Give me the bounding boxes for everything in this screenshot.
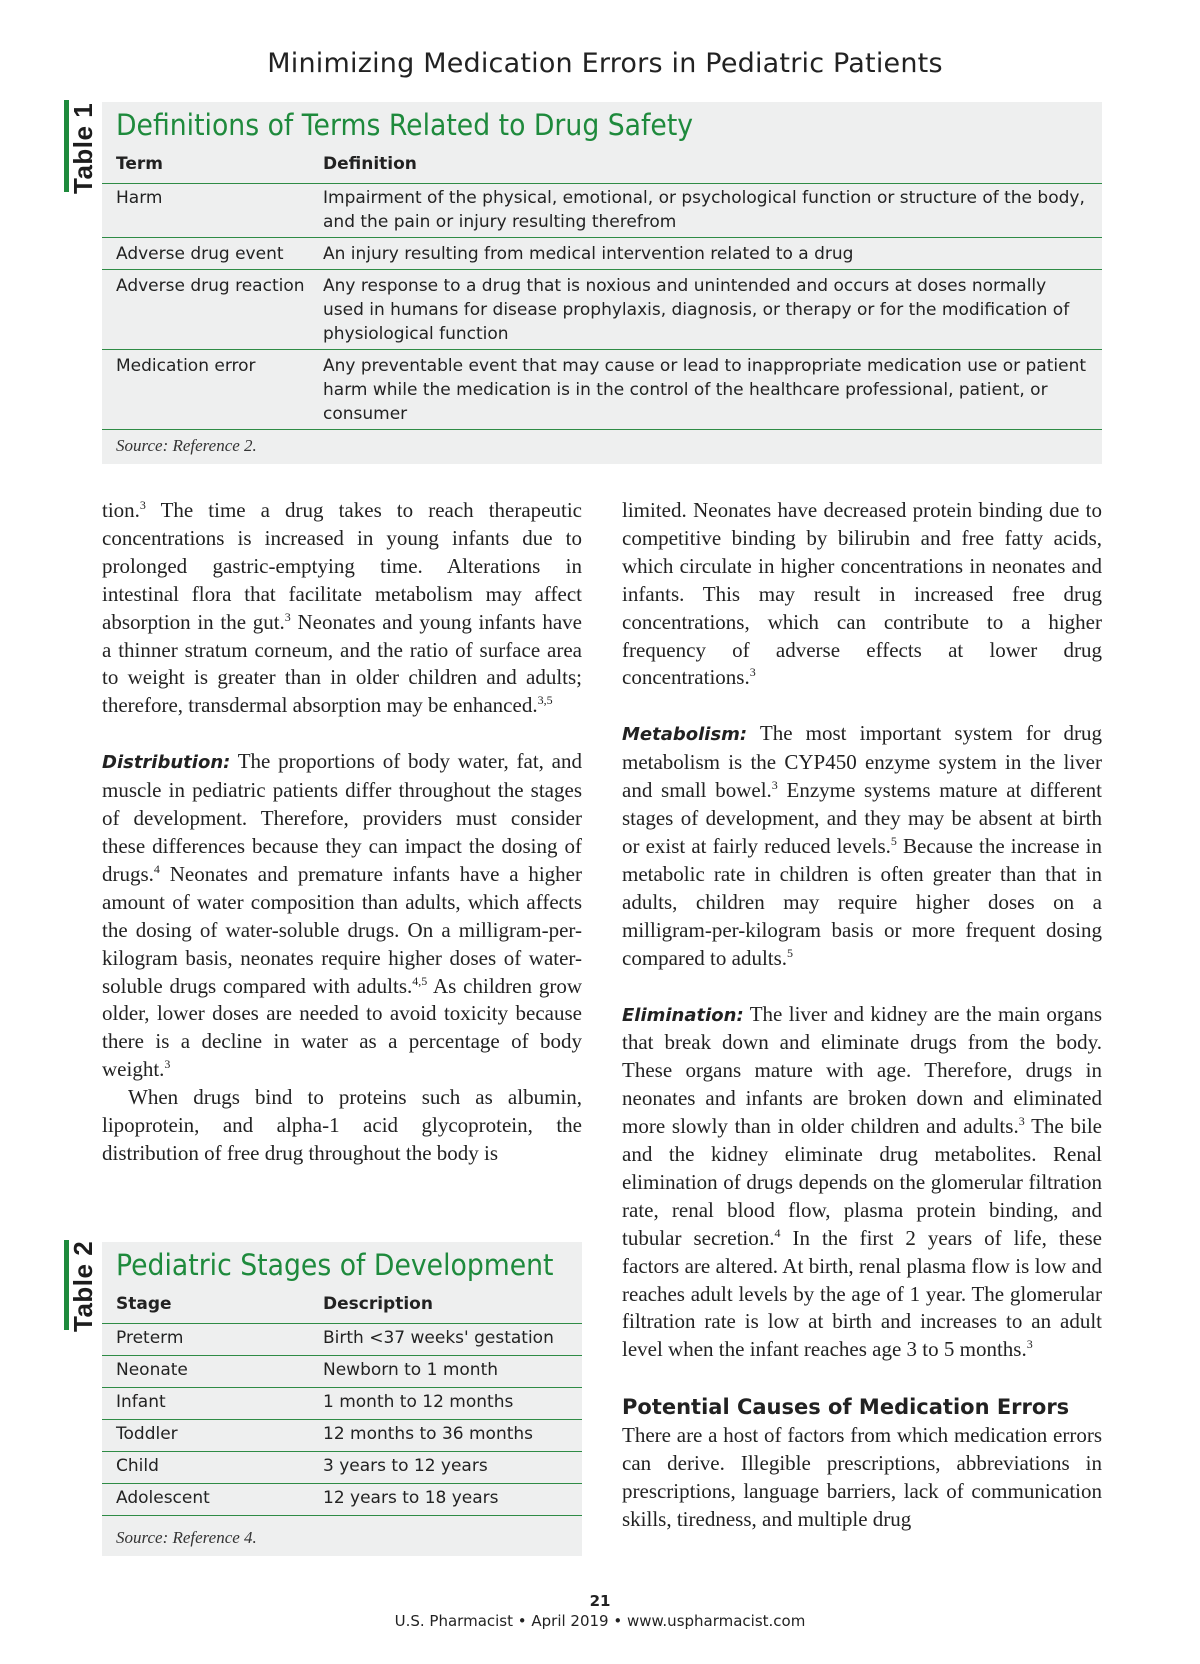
table2-source: Source: Reference 4.	[116, 1528, 257, 1547]
table2-header-row	[102, 1294, 582, 1324]
stage-cell: Infant	[116, 1392, 166, 1412]
table1-grid	[102, 154, 1102, 430]
table2-label: Table 2	[68, 1240, 98, 1332]
table-row	[102, 1452, 582, 1484]
running-head: Minimizing Medication Errors in Pediatric Patients	[267, 48, 943, 79]
protein-binding-paragraph: When drugs bind to proteins such as albumin, lipoprotein, and alpha-1 acid glycoprotein, the distribution of free drug throughout the body is	[102, 1085, 582, 1165]
stage-cell: Preterm	[116, 1328, 184, 1348]
stage-cell: Adolescent	[116, 1488, 210, 1508]
table2-col-stage: Stage	[116, 1294, 172, 1314]
table1-label: Table 1	[68, 102, 98, 194]
table2-grid	[102, 1294, 582, 1516]
stage-cell: Child	[116, 1456, 159, 1476]
table1-col-definition: Definition	[323, 154, 417, 174]
description-cell: 12 years to 18 years	[323, 1488, 499, 1508]
definition-cell: Any preventable event that may cause or lead to inappropriate medication use or patient harm while the medication is in the control of the healthcare professional, patient, or consumer	[323, 356, 1087, 424]
table-row	[102, 1420, 582, 1452]
protein-binding-continued: limited. Neonates have decreased protein binding due to competitive binding by bilirubin and free fatty acids, which circulate in higher concentrations in neonates and infants. This may result in increased free drug concentrations, which can contribute to a higher frequency of adverse effects at lower drug concentrations.$^3$	[622, 498, 1102, 690]
table2-title: Pediatric Stages of Development	[116, 1248, 554, 1282]
table1-header-row	[102, 154, 1102, 184]
description-cell: 1 month to 12 months	[323, 1392, 514, 1412]
table-row	[102, 1324, 582, 1356]
table-row	[102, 184, 1102, 238]
table-row	[102, 238, 1102, 270]
causes-paragraph: There are a host of factors from which medication errors can derive. Illegible prescriptions, abbreviations in prescriptions, language barriers, lack of communication skills, tiredness, and multiple drug	[622, 1423, 1102, 1531]
elimination-label: Elimination:	[622, 1004, 744, 1026]
table2-col-description: Description	[323, 1294, 433, 1314]
description-cell: Birth <37 weeks' gestation	[323, 1328, 554, 1348]
metabolism-label: Metabolism:	[622, 724, 748, 746]
definition-cell: Impairment of the physical, emotional, or psychological function or structure of the body, and the pain or injury resulting therefrom	[323, 188, 1085, 232]
distribution-label: Distribution:	[102, 752, 231, 774]
term-cell: Harm	[116, 188, 163, 208]
absorption-paragraph: tion.$^3$ The time a drug takes to reach therapeutic concentrations is increased in young infants due to prolonged gastric-emptying time. Alterations in intestinal flora that facilitate metabolism may affect absorption in the gut.$^3$ Neonates and young infants have a thinner stratum corneum, and the ratio of surface area to weight is greater than in older children and adults; therefore, transdermal absorption may be enhanced.$^{3,5}$	[102, 498, 582, 718]
term-cell: Adverse drug event	[116, 244, 284, 264]
stage-cell: Neonate	[116, 1360, 188, 1380]
definition-cell: An injury resulting from medical intervention related to a drug	[323, 244, 854, 264]
elimination-paragraph: Elimination: The liver and kidney are the main organs that break down and eliminate drugs from the body. These organs mature with age. Therefore, drugs in neonates and infants are broken down and eliminated more slowly than in older children and adults.$^3$ The bile and the kidney eliminate drug metabolites. Renal elimination of drugs depends on the glomerular filtration rate, renal blood flow, plasma protein binding, and tubular secretion.$^4$ In the first 2 years of life, these factors are altered. At birth, renal plasma flow is low and reaches adult levels by the age of 1 year. The glomerular filtration rate is low at birth and increases to an adult level when the infant reaches age 3 to 5 months.$^3$	[622, 1001, 1102, 1362]
table-row	[102, 350, 1102, 430]
distribution-paragraph: Distribution: The proportions of body water, fat, and muscle in pediatric patients differ throughout the stages of development. Therefore, providers must consider these differences because they can impact the dosing of drugs.$^4$ Neonates and premature infants have a higher amount of water composition than adults, which affects the dosing of water-soluble drugs. On a milligram-per-kilogram basis, neonates require higher doses of water-soluble drugs compared with adults.$^{4,5}$ As children grow older, lower doses are needed to avoid toxicity because there is a decline in water as a percentage of body weight.$^3$	[102, 749, 582, 1082]
table-row	[102, 1484, 582, 1516]
table1-source: Source: Reference 2.	[116, 436, 257, 455]
body-column-left	[102, 497, 582, 1168]
table1-col-term: Term	[116, 154, 163, 174]
term-cell: Adverse drug reaction	[116, 276, 305, 296]
table1-title: Definitions of Terms Related to Drug Safety	[116, 108, 694, 142]
publication-footer: U.S. Pharmacist • April 2019 • www.uspharmacist.com	[394, 1612, 806, 1630]
table-row	[102, 1356, 582, 1388]
table-row	[102, 270, 1102, 350]
table2	[102, 1242, 582, 1556]
section-heading: Potential Causes of Medication Errors	[622, 1395, 1070, 1420]
term-cell: Medication error	[116, 356, 256, 376]
table1	[102, 102, 1102, 464]
definition-cell: Any response to a drug that is noxious and unintended and occurs at doses normally used in humans for disease prophylaxis, diagnosis, or therapy or for the modification of physiological function	[323, 276, 1070, 344]
stage-cell: Toddler	[116, 1424, 178, 1444]
description-cell: Newborn to 1 month	[323, 1360, 499, 1380]
description-cell: 3 years to 12 years	[323, 1456, 488, 1476]
metabolism-paragraph: Metabolism: The most important system for drug metabolism is the CYP450 enzyme system in the liver and small bowel.$^3$ Enzyme systems mature at different stages of development, and they may be absent at birth or exist at fairly reduced levels.$^5$ Because the increase in metabolic rate in children is often greater than that in adults, children may require higher doses on a milligram-per-kilogram basis or more frequent dosing compared to adults.$^5$	[622, 721, 1102, 970]
description-cell: 12 months to 36 months	[323, 1424, 534, 1444]
page-number: 21	[589, 1592, 611, 1610]
table-row	[102, 1388, 582, 1420]
body-column-right	[622, 497, 1102, 1534]
